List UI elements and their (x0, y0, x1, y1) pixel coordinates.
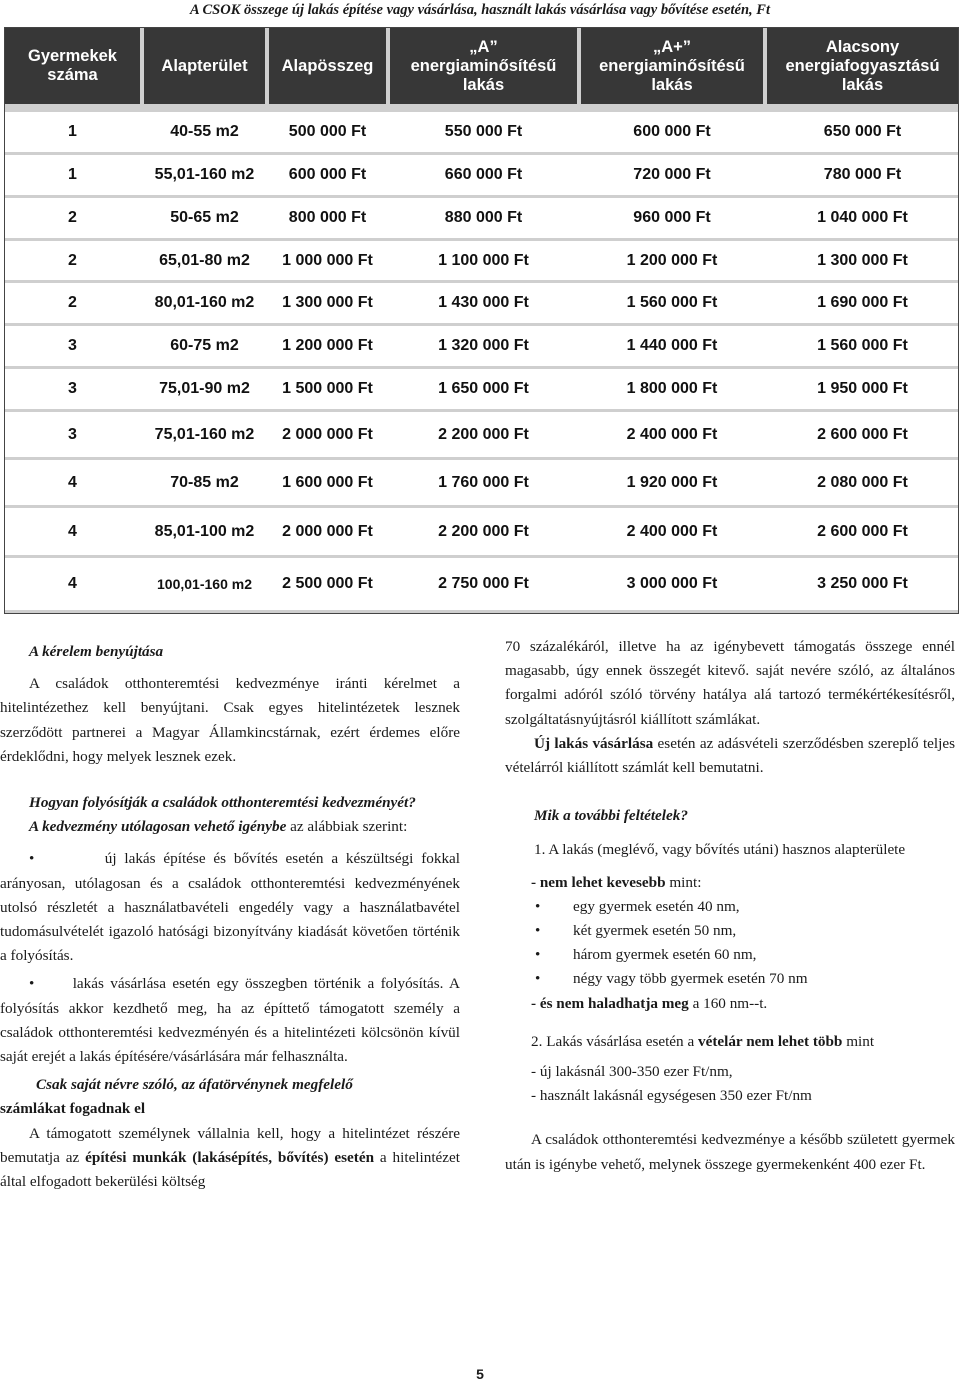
area-bullet-item (505, 919, 955, 943)
table-cell: 550 000 Ft (444, 123, 523, 140)
table-cell: 1 800 000 Ft (626, 380, 718, 397)
document-title: A CSOK összege új lakás építése vagy vásárlása, használt lakás vásárlása vagy bővítése esetén, Ft (190, 2, 770, 18)
table-cell: 2 200 000 Ft (438, 425, 529, 443)
table-cell: 2 (68, 251, 77, 269)
table-cell: 60-75 m2 (170, 337, 239, 354)
section-heading-submission: A kérelem benyújtása (29, 643, 164, 660)
condition-max (505, 992, 955, 1016)
table-cell: 650 000 Ft (823, 123, 902, 140)
right-column (505, 635, 955, 1177)
table-cell: 1 (68, 166, 77, 183)
table-cell: 75,01-90 m2 (159, 380, 250, 397)
table-cell: 3 250 000 Ft (817, 575, 908, 592)
table-cell: 2 080 000 Ft (817, 473, 908, 491)
area-bullet-text: három gyermek esetén 60 nm, (573, 946, 757, 964)
bullet-dot: • (29, 850, 105, 868)
table-cell: 3 (68, 425, 77, 443)
table-cell: 780 000 Ft (823, 166, 902, 183)
table-row (5, 155, 958, 195)
table-cell: 2 (68, 209, 77, 226)
table-cell: 70-85 m2 (170, 473, 239, 491)
table-cell: 660 000 Ft (444, 166, 523, 183)
table-cell: 2 400 000 Ft (626, 425, 718, 443)
table-cell: 100,01-160 m2 (157, 576, 252, 592)
area-bullet-text: négy vagy több gyermek esetén 70 nm (573, 970, 808, 988)
table-cell: 1 440 000 Ft (626, 337, 718, 354)
invoices-text-c: a hitelintézet által elfogadott bekerülési költség (0, 1148, 461, 1191)
table-cell: 800 000 Ft (288, 209, 367, 226)
table-cell: 1 560 000 Ft (817, 337, 908, 354)
table-row (5, 558, 958, 610)
table-cell: 3 (68, 337, 77, 354)
table-cell: 2 000 000 Ft (282, 522, 373, 540)
table-row (5, 241, 958, 280)
condition-min-bold: - nem lehet kevesebb (531, 873, 666, 891)
paragraph-disbursement (0, 815, 460, 839)
table-cell: 55,01-160 m2 (154, 166, 255, 183)
table-cell: 1 (68, 123, 77, 140)
table-cell: 1 100 000 Ft (438, 251, 529, 269)
left-column (0, 640, 460, 1194)
table-row (5, 112, 958, 152)
table-cell: 960 000 Ft (633, 209, 711, 226)
area-bullet-item (505, 967, 955, 991)
table-cell: 40-55 m2 (170, 123, 239, 140)
section-heading-invoices: Csak saját névre szóló, az áfatörvénynek megfelelő (36, 1076, 353, 1094)
table-cell: 3 (68, 380, 77, 397)
price-new: - új lakásnál 300-350 ezer Ft/nm, (531, 1063, 733, 1081)
table-cell: 2 400 000 Ft (626, 522, 718, 540)
bullet-new-build-text: új lakás építése és bővítés esetén a készültségi fokkal arányosan, utólagosan és a családok otthonteremtési kedvezményének utolsó részletét a használatbavételi engedély vagy a használatbavétel tudomásulvételét igazoló hatósági bizonyítvány kiadását követően történik a folyósítás. (0, 850, 460, 965)
table-cell: 1 690 000 Ft (817, 294, 908, 311)
table-row (5, 369, 958, 409)
new-purchase-text: esetén az adásvételi szerződésben szereplő teljes vételárról kiállított számlát kell bemutatni. (505, 734, 955, 777)
paragraph-new-purchase (505, 732, 955, 780)
table-cell: 4 (68, 522, 77, 540)
table-cell: 65,01-80 m2 (159, 251, 250, 269)
invoices-text-a: A támogatott személynek vállalnia kell, hogy a hitelintézet részére bemutatja az (0, 1124, 460, 1166)
condition-area: 1. A lakás (meglévő, vagy bővítés utáni) hasznos alapterülete (534, 841, 906, 859)
table-cell: 2 500 000 Ft (282, 575, 373, 592)
table-cell: 2 (68, 294, 77, 311)
table-cell: 1 500 000 Ft (282, 380, 373, 397)
table-cell: 4 (68, 473, 77, 491)
condition-price-bold: vételár nem lehet több (697, 1032, 843, 1050)
table-cell: 1 000 000 Ft (282, 251, 373, 269)
area-bullet-item (505, 943, 955, 967)
new-purchase-bold: Új lakás vásárlása (534, 734, 654, 752)
bullet-dot: • (29, 975, 73, 993)
paragraph-later-child: A családok otthonteremtési kedvezménye a később született gyermek után is igénybe vehető, melynek összege gyermekenként 400 ezer Ft. (505, 1131, 955, 1173)
disbursement-emphasis: A kedvezmény utólagosan vehető igénybe (29, 818, 287, 836)
condition-price-a: 2. Lakás vásárlása esetén a (531, 1032, 698, 1050)
section-heading-conditions: Mik a további feltételek? (534, 807, 688, 825)
bullet-dot: • (535, 897, 541, 915)
table-row (5, 412, 958, 457)
area-bullet-list (505, 895, 955, 992)
table-cell: 600 000 Ft (633, 123, 711, 140)
condition-price-c: mint (842, 1032, 875, 1050)
area-bullet-item (505, 895, 955, 919)
paragraph-submission: A családok otthonteremtési kedvezménye iránti kérelmet a hitelintézethez kell benyújtani. Csak egyes hitelintézetek lesznek szerződött partnerei a Magyar Államkincstárnak, ezért érdemes előre érdeklődni, hogy melyek lesznek ezek. (0, 675, 460, 765)
section-heading-invoices-line2: számlákat fogadnak el (0, 1100, 146, 1118)
table-cell: 2 600 000 Ft (817, 425, 908, 443)
table-cell: 50-65 m2 (170, 209, 239, 226)
table-cell: 600 000 Ft (288, 166, 367, 183)
table-cell: 2 600 000 Ft (817, 522, 908, 540)
invoices-text-b: építési munkák (lakásépítés, bővítés) esetén (85, 1148, 375, 1166)
condition-max-bold: - és nem haladhatja meg (531, 994, 689, 1012)
table-cell: 75,01-160 m2 (154, 425, 255, 443)
price-used: - használt lakásnál egységesen 350 ezer Ft/nm (531, 1087, 812, 1105)
table-cell: 1 200 000 Ft (282, 337, 373, 354)
condition-max-text: a 160 nm--t. (688, 994, 768, 1012)
condition-price (505, 1030, 955, 1054)
table-cell: 4 (68, 575, 77, 592)
area-bullet-text: két gyermek esetén 50 nm, (573, 922, 737, 940)
table-cell: 1 040 000 Ft (817, 209, 908, 226)
table-cell: 500 000 Ft (288, 123, 367, 140)
table-cell: 1 650 000 Ft (438, 380, 529, 397)
page-number: 5 (476, 1366, 484, 1382)
table-cell: 1 950 000 Ft (817, 380, 908, 397)
table-cell: 1 600 000 Ft (282, 473, 373, 491)
header-a-plus-energy: „A+” energiaminősítésű lakás (581, 28, 763, 104)
paragraph-continued: 70 százalékáról, illetve ha az igénybevett támogatás összege ennél magasabb, úgy ennek összegét kitevő. saját nevére szóló, az általános forgalmi adóról szóló törvény hatálya alá tartozó termékértékesítésről, szolgáltatásnyújtásról kiállított számlákat. (505, 638, 955, 728)
table-row (5, 508, 958, 555)
condition-min-text: mint: (665, 873, 702, 891)
table-row (5, 460, 958, 505)
bullet-purchase (0, 972, 460, 1069)
table-cell: 1 320 000 Ft (438, 337, 529, 354)
header-area: Alapterület (144, 28, 265, 104)
table-row (5, 283, 958, 323)
disbursement-text: az alábbiak szerint: (286, 818, 408, 836)
header-base-amount: Alapösszeg (269, 28, 386, 104)
table-cell: 2 000 000 Ft (282, 425, 373, 443)
bullet-dot: • (535, 946, 541, 964)
table-cell: 880 000 Ft (444, 209, 523, 226)
table-cell: 1 920 000 Ft (626, 473, 718, 491)
bullet-new-build (0, 847, 460, 968)
condition-min (505, 871, 955, 895)
csok-table (4, 27, 959, 614)
table-cell: 1 760 000 Ft (438, 473, 529, 491)
table-row (5, 198, 958, 238)
bullet-dot: • (535, 922, 541, 940)
header-children: Gyermekek száma (5, 28, 140, 104)
bullet-purchase-text: lakás vásárlása esetén egy összegben történik a folyósítás. A folyósítás akkor kezdhető meg, ha az építtető támogatott személy a családok otthonteremtési kedvezményén és a hitelintézeti kölcsönön kívül saját erejét a lakás építésére/vásárlására már felhasználta. (0, 975, 460, 1066)
table-header (5, 28, 958, 106)
table-cell: 2 750 000 Ft (438, 575, 529, 592)
table-cell: 1 430 000 Ft (438, 294, 529, 311)
area-bullet-text: egy gyermek esetén 40 nm, (573, 897, 740, 915)
table-cell: 3 000 000 Ft (626, 575, 718, 592)
table-cell: 1 300 000 Ft (817, 251, 908, 269)
header-low-energy: Alacsony energiafogyasztású lakás (767, 28, 958, 104)
header-a-energy: „A” energiaminősítésű lakás (390, 28, 577, 104)
section-heading-disbursement: Hogyan folyósítják a családok otthonteremtési kedvezményét? (29, 794, 416, 812)
table-cell: 1 200 000 Ft (626, 251, 718, 269)
table-cell: 1 300 000 Ft (282, 294, 373, 311)
table-cell: 720 000 Ft (633, 166, 711, 183)
table-cell: 2 200 000 Ft (438, 522, 529, 540)
table-row (5, 326, 958, 366)
paragraph-invoices (0, 1122, 460, 1195)
table-cell: 85,01-100 m2 (154, 522, 255, 540)
table-cell: 80,01-160 m2 (154, 294, 255, 311)
table-cell: 1 560 000 Ft (626, 294, 718, 311)
bullet-dot: • (535, 970, 541, 988)
